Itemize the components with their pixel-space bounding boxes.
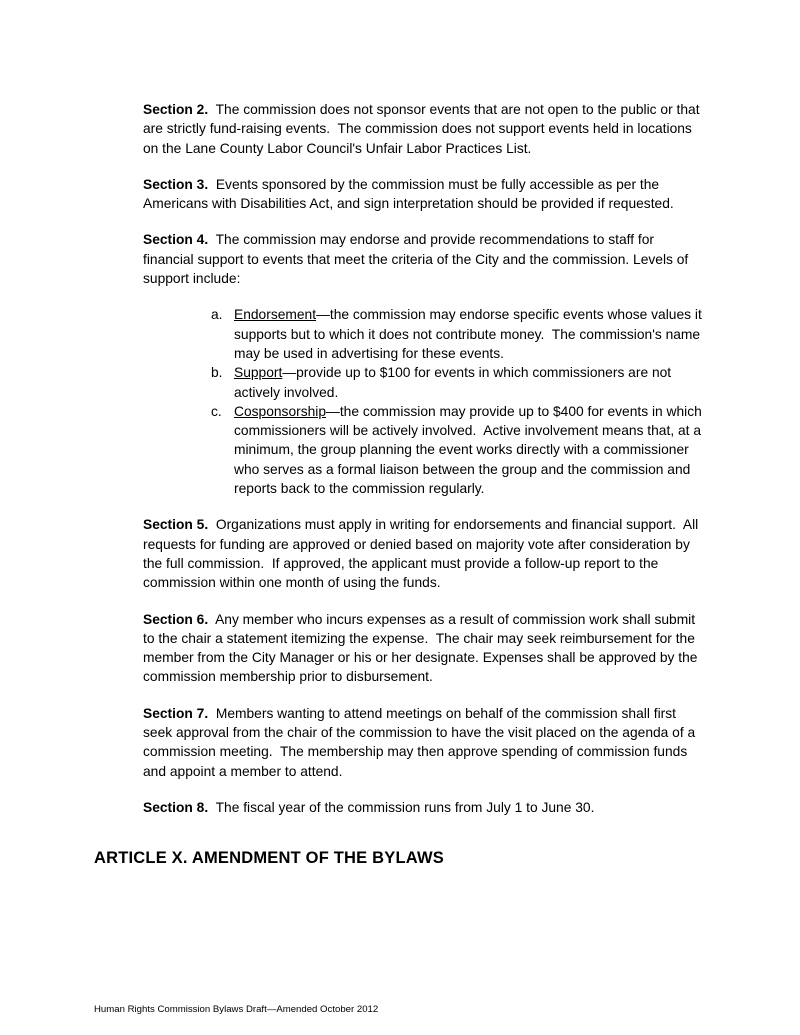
section-2-text: The commission does not sponsor events that are not open to the public or that are strictly fund-raising events. The commission does not support events held in locations on the Lane County Labor Council's Unfair Labor Practices List. — [143, 102, 704, 156]
list-item-endorsement — [211, 305, 706, 363]
list-item-c-text — [234, 402, 706, 498]
document-body — [94, 100, 706, 869]
paragraph-section-8 — [143, 798, 706, 817]
list-item-b-rest: —provide up to $100 for events in which commissioners are not actively involved. — [234, 365, 675, 400]
list-item-c-term: Cosponsorship — [234, 403, 327, 419]
paragraph-section-3 — [143, 175, 706, 214]
support-levels-list — [211, 305, 706, 498]
list-item-support — [211, 363, 706, 402]
list-item-b-term: Support — [234, 365, 283, 381]
list-item-cosponsorship — [211, 402, 706, 498]
list-item-b-text — [234, 363, 706, 402]
section-7-label: Section 7. — [143, 705, 209, 721]
section-6-label: Section 6. — [143, 611, 209, 627]
list-item-a-letter: a. — [211, 307, 223, 323]
section-7-text: Members wanting to attend meetings on behalf of the commission shall first seek approval from the chair of the commission to have the visit placed on the agenda of a commission meeting. The membership may then approve spending of commission funds and appoint a member to attend. — [143, 705, 700, 779]
section-4-text: The commission may endorse and provide recommendations to staff for financial support to events that meet the criteria of the City and the commission. Levels of support include: — [143, 232, 693, 287]
list-item-a-text — [234, 305, 706, 363]
footer-text: Human Rights Commission Bylaws Draft—Amended October 2012 — [94, 1004, 379, 1015]
paragraph-section-5 — [143, 515, 706, 592]
paragraph-section-2 — [143, 100, 706, 158]
list-item-c-letter: c. — [211, 403, 222, 419]
section-8-text: The fiscal year of the commission runs from July 1 to June 30. — [208, 799, 595, 815]
section-3-text: Events sponsored by the commission must be fully accessible as per the Americans with Disabilities Act, and sign interpretation should be provided if requested. — [143, 176, 674, 212]
paragraph-section-4 — [143, 230, 706, 288]
section-8-label: Section 8. — [143, 799, 209, 815]
section-5-label: Section 5. — [143, 517, 209, 533]
list-item-c-rest: —the commission may provide up to $400 for events in which commissioners will be actively involved. Active involvement means that, at a minimum, the group planning the event works directly with a commissioner who serves as a formal liaison between the group and the commission and reports back to the commission regularly. — [234, 403, 706, 497]
section-6-text: Any member who incurs expenses as a result of commission work shall submit to the chair a statement itemizing the expense. The chair may seek reimbursement for the member from the City Manager or his or her designate. Expenses shall be approved by the commission membership prior to disbursement. — [143, 611, 702, 685]
section-4-label: Section 4. — [143, 232, 209, 248]
list-item-b-letter: b. — [211, 365, 223, 381]
section-3-label: Section 3. — [143, 176, 209, 192]
paragraph-section-7 — [143, 704, 706, 781]
list-item-a-term: Endorsement — [234, 307, 317, 323]
article-heading: ARTICLE X. AMENDMENT OF THE BYLAWS — [94, 849, 444, 868]
section-5-text: Organizations must apply in writing for endorsements and financial support. All requests for funding are approved or denied based on majority vote after consideration by the full commission. If approved, the applicant must provide a follow-up report to the commission within one month of using the funds. — [143, 517, 703, 591]
paragraph-section-6 — [143, 610, 706, 687]
section-2-label: Section 2. — [143, 102, 209, 117]
list-item-a-rest: —the commission may endorse specific events whose values it supports but to which it does not contribute money. The commission's name may be used in advertising for these events. — [234, 307, 706, 361]
